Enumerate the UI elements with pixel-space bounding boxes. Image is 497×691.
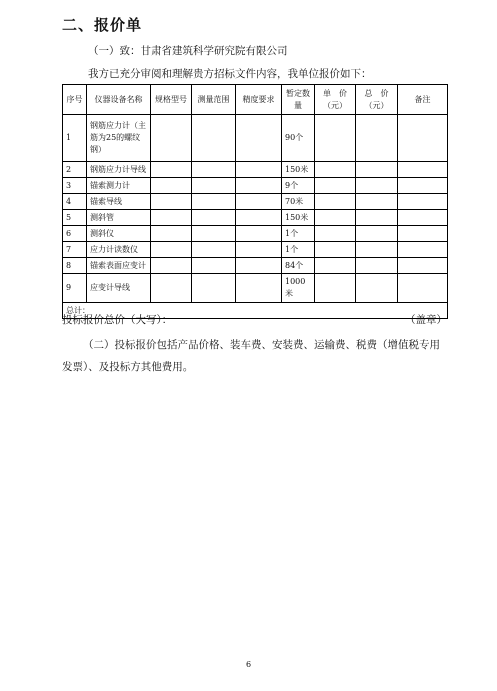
cell-remark bbox=[398, 178, 448, 194]
cell-remark bbox=[398, 242, 448, 258]
cell-accuracy bbox=[236, 242, 282, 258]
table-row bbox=[63, 210, 448, 226]
header-qty: 暂定数量 bbox=[282, 85, 315, 115]
cell-seq: 5 bbox=[63, 210, 87, 226]
cell-model bbox=[151, 210, 192, 226]
cell-model bbox=[151, 162, 192, 178]
cell-remark bbox=[398, 226, 448, 242]
price-note-paragraph: （二）投标报价包括产品价格、装车费、安装费、运输费、税费（增值税专用发票）、及投标方其他费用。 bbox=[62, 339, 440, 373]
table-row bbox=[63, 178, 448, 194]
cell-seq: 1 bbox=[63, 115, 87, 162]
header-range: 测量范围 bbox=[192, 85, 236, 115]
cell-seq: 8 bbox=[63, 258, 87, 274]
cell-remark bbox=[398, 115, 448, 162]
cell-accuracy bbox=[236, 194, 282, 210]
cell-total-price bbox=[356, 194, 398, 210]
cell-accuracy bbox=[236, 258, 282, 274]
table-row bbox=[63, 274, 448, 303]
cell-unit-price bbox=[315, 178, 356, 194]
cell-qty: 150米 bbox=[282, 210, 315, 226]
table-header-row bbox=[63, 85, 448, 115]
cell-unit-price bbox=[315, 242, 356, 258]
header-accuracy: 精度要求 bbox=[236, 85, 282, 115]
quotation-table bbox=[62, 84, 448, 319]
cell-qty: 70米 bbox=[282, 194, 315, 210]
cell-accuracy bbox=[236, 210, 282, 226]
cell-range bbox=[192, 178, 236, 194]
cell-total-price bbox=[356, 162, 398, 178]
cell-accuracy bbox=[236, 274, 282, 303]
cell-unit-price bbox=[315, 194, 356, 210]
cell-unit-price bbox=[315, 162, 356, 178]
table-row bbox=[63, 258, 448, 274]
cell-qty: 1个 bbox=[282, 242, 315, 258]
cell-model bbox=[151, 178, 192, 194]
cell-seq: 7 bbox=[63, 242, 87, 258]
cell-model bbox=[151, 226, 192, 242]
cell-range bbox=[192, 210, 236, 226]
cell-remark bbox=[398, 258, 448, 274]
cell-qty: 150米 bbox=[282, 162, 315, 178]
cell-name: 钢筋应力计导线 bbox=[87, 162, 151, 178]
cell-name: 锚索表面应变计 bbox=[87, 258, 151, 274]
table-row bbox=[63, 226, 448, 242]
cell-range bbox=[192, 194, 236, 210]
total-price-label: 投标报价总价（大写）： bbox=[62, 314, 173, 326]
cell-remark bbox=[398, 274, 448, 303]
statement-line: 我方已充分审阅和理解贵方招标文件内容，我单位报价如下： bbox=[88, 68, 372, 80]
cell-qty: 9个 bbox=[282, 178, 315, 194]
header-total-price: 总 价（元） bbox=[356, 85, 398, 115]
cell-unit-price bbox=[315, 226, 356, 242]
page-number: 6 bbox=[245, 660, 252, 669]
table-row bbox=[63, 162, 448, 178]
cell-model bbox=[151, 115, 192, 162]
cell-total-price bbox=[356, 258, 398, 274]
cell-range bbox=[192, 258, 236, 274]
header-name: 仪器设备名称 bbox=[87, 85, 151, 115]
table-row bbox=[63, 242, 448, 258]
cell-total-price bbox=[356, 226, 398, 242]
cell-range bbox=[192, 274, 236, 303]
cell-unit-price bbox=[315, 258, 356, 274]
header-seq: 序号 bbox=[63, 85, 87, 115]
cell-seq: 4 bbox=[63, 194, 87, 210]
cell-qty: 1000米 bbox=[282, 274, 315, 303]
cell-total-price bbox=[356, 178, 398, 194]
cell-unit-price bbox=[315, 274, 356, 303]
cell-range bbox=[192, 226, 236, 242]
cell-name: 应力计读数仪 bbox=[87, 242, 151, 258]
cell-qty: 84个 bbox=[282, 258, 315, 274]
total-price-line bbox=[62, 312, 447, 327]
cell-remark bbox=[398, 210, 448, 226]
addressee-line: （一）致：甘肃省建筑科学研究院有限公司 bbox=[88, 45, 288, 57]
cell-range bbox=[192, 242, 236, 258]
table-row bbox=[63, 194, 448, 210]
section-title: 二、报价单 bbox=[62, 16, 143, 34]
total-cell: 总计： bbox=[63, 303, 448, 319]
cell-name: 测斜仪 bbox=[87, 226, 151, 242]
cell-accuracy bbox=[236, 162, 282, 178]
header-remark: 备注 bbox=[398, 85, 448, 115]
cell-remark bbox=[398, 194, 448, 210]
cell-name: 应变计导线 bbox=[87, 274, 151, 303]
cell-total-price bbox=[356, 274, 398, 303]
cell-remark bbox=[398, 162, 448, 178]
cell-qty: 1个 bbox=[282, 226, 315, 242]
cell-accuracy bbox=[236, 226, 282, 242]
cell-model bbox=[151, 274, 192, 303]
table-row bbox=[63, 115, 448, 162]
cell-total-price bbox=[356, 242, 398, 258]
cell-model bbox=[151, 194, 192, 210]
cell-name: 锚索导线 bbox=[87, 194, 151, 210]
cell-total-price bbox=[356, 210, 398, 226]
cell-model bbox=[151, 242, 192, 258]
cell-unit-price bbox=[315, 115, 356, 162]
cell-unit-price bbox=[315, 210, 356, 226]
cell-seq: 2 bbox=[63, 162, 87, 178]
header-unit-price: 单 价（元） bbox=[315, 85, 356, 115]
cell-range bbox=[192, 162, 236, 178]
cell-seq: 6 bbox=[63, 226, 87, 242]
cell-seq: 3 bbox=[63, 178, 87, 194]
cell-qty: 90个 bbox=[282, 115, 315, 162]
seal-label: （盖章） bbox=[405, 314, 447, 326]
header-model: 规格型号 bbox=[151, 85, 192, 115]
cell-accuracy bbox=[236, 115, 282, 162]
cell-range bbox=[192, 115, 236, 162]
cell-seq: 9 bbox=[63, 274, 87, 303]
cell-name: 钢筋应力计（主筋为25的螺纹钢） bbox=[87, 115, 151, 162]
cell-name: 锚索测力计 bbox=[87, 178, 151, 194]
cell-model bbox=[151, 258, 192, 274]
cell-name: 测斜管 bbox=[87, 210, 151, 226]
cell-accuracy bbox=[236, 178, 282, 194]
cell-total-price bbox=[356, 115, 398, 162]
